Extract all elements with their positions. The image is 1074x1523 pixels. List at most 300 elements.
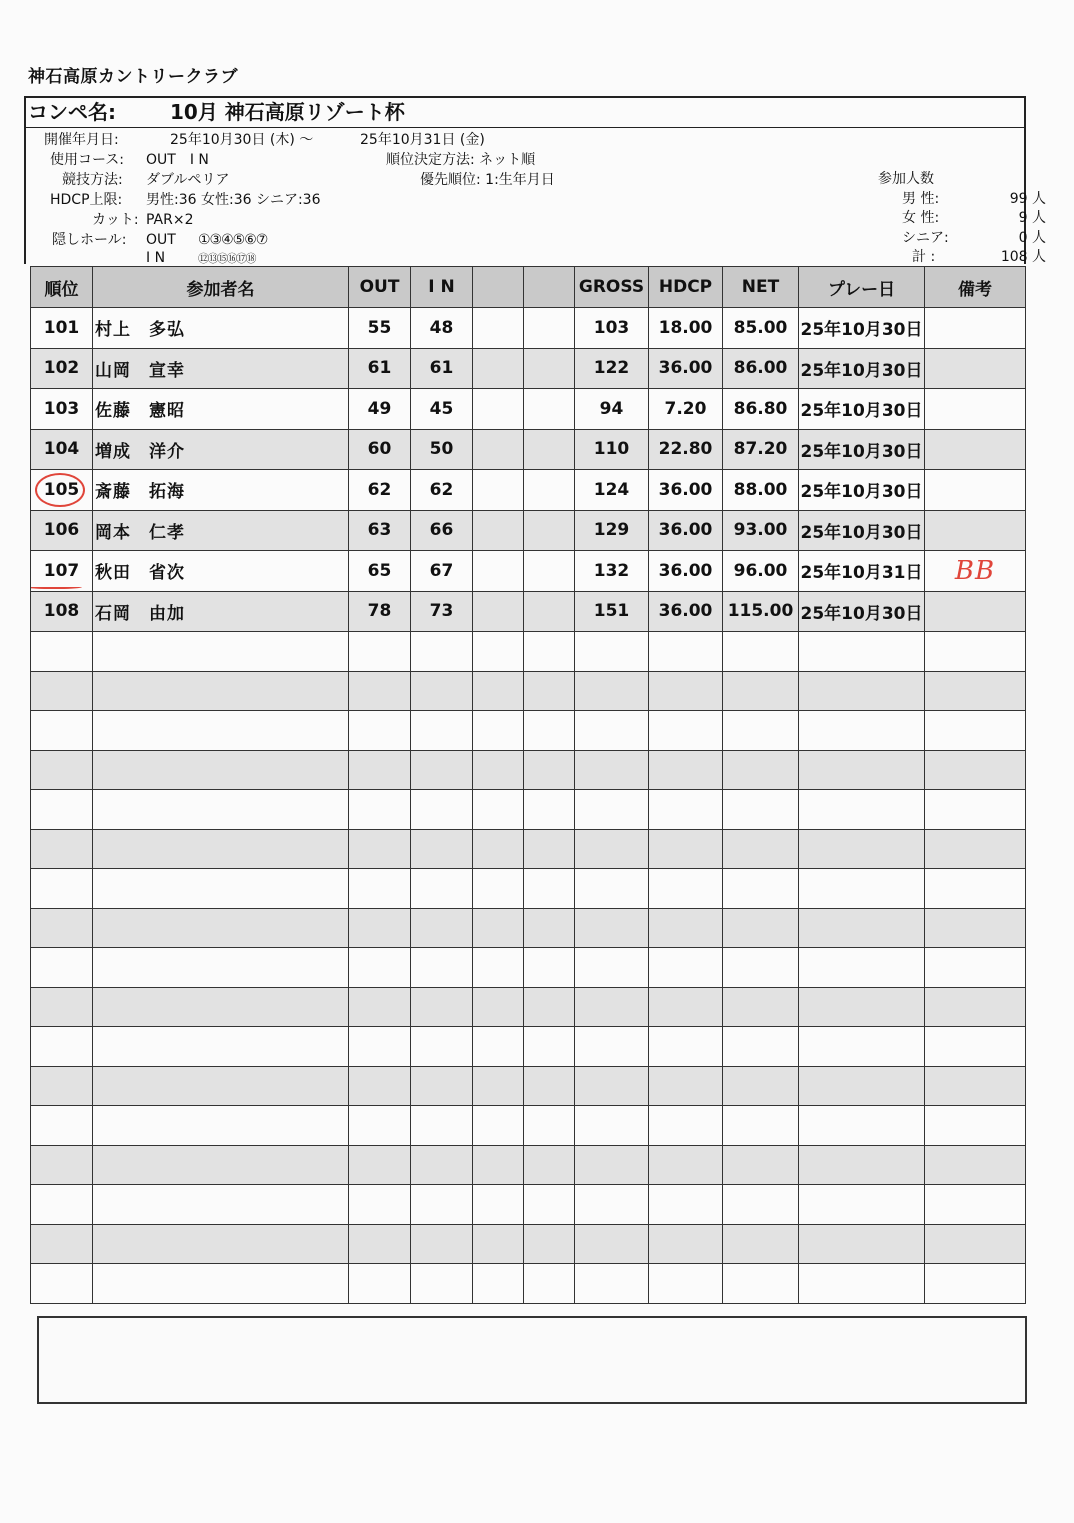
participants-row-female (878, 209, 1046, 229)
empty-cell (575, 869, 649, 909)
empty-cell (575, 908, 649, 948)
empty-cell (649, 948, 723, 988)
empty-cell (524, 1066, 575, 1106)
net-cell: 88.00 (723, 470, 799, 511)
handwritten-note: BB (954, 555, 996, 586)
empty-cell (925, 750, 1026, 790)
play-date-cell: 25年10月30日 (799, 470, 925, 511)
empty-cell (31, 1106, 93, 1146)
rank-method-label: 順位決定方法: (386, 152, 475, 168)
empty-cell (411, 1145, 473, 1185)
empty-table-row (31, 1145, 1026, 1185)
in-cell: 67 (411, 551, 473, 592)
empty-cell (524, 671, 575, 711)
empty-cell (723, 908, 799, 948)
empty-cell (575, 1106, 649, 1146)
empty-cell (925, 1224, 1026, 1264)
empty-cell (411, 987, 473, 1027)
note-cell (925, 510, 1026, 551)
game-value: ダブルペリア (146, 172, 230, 188)
empty-cell (349, 671, 411, 711)
empty-cell (31, 671, 93, 711)
empty-cell (349, 1264, 411, 1304)
empty-cell (473, 1066, 524, 1106)
empty-cell (349, 632, 411, 672)
header-blank-2 (524, 267, 575, 308)
empty-cell (93, 829, 349, 869)
empty-table-row (31, 1106, 1026, 1146)
empty-table-row (31, 987, 1026, 1027)
empty-cell (349, 987, 411, 1027)
empty-cell (649, 1145, 723, 1185)
empty-cell (799, 632, 925, 672)
empty-table-row (31, 1224, 1026, 1264)
empty-cell (723, 1224, 799, 1264)
empty-cell (473, 711, 524, 751)
empty-cell (799, 1264, 925, 1304)
empty-cell (93, 671, 349, 711)
participants-total-value: 108 人 (1000, 249, 1046, 265)
table-header-row (31, 267, 1026, 308)
competition-info-panel (24, 96, 1046, 266)
empty-cell (575, 1185, 649, 1225)
empty-cell (649, 1185, 723, 1225)
gross-cell: 124 (575, 470, 649, 511)
hidden-out-holes: ①③④⑤⑥⑦ (198, 232, 268, 248)
rank-cell: 106 (31, 510, 93, 551)
header-blank-1 (473, 267, 524, 308)
empty-cell (349, 948, 411, 988)
date-label: 開催年月日: (44, 132, 119, 148)
play-date-cell: 25年10月30日 (799, 348, 925, 389)
out-cell: 60 (349, 429, 411, 470)
empty-cell (723, 711, 799, 751)
hdcp-cell: 36.00 (649, 470, 723, 511)
empty-cell (649, 1066, 723, 1106)
in-cell: 50 (411, 429, 473, 470)
blank-cell (524, 591, 575, 632)
empty-cell (524, 908, 575, 948)
empty-cell (649, 1027, 723, 1067)
rank-cell (31, 551, 93, 592)
empty-cell (93, 790, 349, 830)
name-cell: 山岡 宣幸 (93, 348, 349, 389)
empty-cell (723, 1027, 799, 1067)
empty-cell (473, 1185, 524, 1225)
blank-cell (473, 591, 524, 632)
participants-title: 参加人数 (878, 171, 934, 187)
empty-cell (649, 790, 723, 830)
info-course-row (50, 150, 209, 170)
empty-cell (349, 908, 411, 948)
play-date-cell: 25年10月30日 (799, 591, 925, 632)
empty-cell (31, 750, 93, 790)
empty-cell (524, 869, 575, 909)
out-cell: 78 (349, 591, 411, 632)
empty-table-row (31, 829, 1026, 869)
empty-cell (925, 987, 1026, 1027)
empty-cell (31, 869, 93, 909)
empty-cell (575, 671, 649, 711)
name-cell: 村上 多弘 (93, 308, 349, 349)
empty-cell (575, 1264, 649, 1304)
blank-cell (473, 348, 524, 389)
game-label: 競技方法: (62, 172, 123, 188)
empty-cell (524, 1185, 575, 1225)
blank-cell (473, 389, 524, 430)
empty-cell (93, 908, 349, 948)
empty-cell (411, 671, 473, 711)
empty-cell (31, 987, 93, 1027)
header-gross: GROSS (575, 267, 649, 308)
empty-cell (524, 1224, 575, 1264)
hidden-holes-label: 隠しホール: (52, 232, 127, 248)
empty-cell (925, 1066, 1026, 1106)
in-cell: 62 (411, 470, 473, 511)
priority-label: 優先順位: (420, 172, 481, 188)
empty-cell (723, 987, 799, 1027)
gross-cell: 132 (575, 551, 649, 592)
name-cell: 斎藤 拓海 (93, 470, 349, 511)
note-cell (925, 308, 1026, 349)
header-rank: 順位 (31, 267, 93, 308)
empty-cell (799, 1066, 925, 1106)
red-underline-mark (31, 584, 82, 589)
gross-cell: 110 (575, 429, 649, 470)
empty-cell (575, 632, 649, 672)
info-rank-method-row (386, 150, 535, 170)
date-value: 25年10月30日 (木) ～ (170, 132, 314, 148)
net-cell: 87.20 (723, 429, 799, 470)
empty-cell (411, 1185, 473, 1225)
info-cut-row (92, 210, 194, 230)
empty-cell (473, 790, 524, 830)
empty-cell (925, 908, 1026, 948)
empty-cell (473, 829, 524, 869)
empty-cell (473, 1145, 524, 1185)
empty-cell (925, 1106, 1026, 1146)
rank-cell: 101 (31, 308, 93, 349)
empty-cell (799, 790, 925, 830)
note-cell (925, 591, 1026, 632)
hdcp-label: HDCP上限: (50, 192, 123, 208)
empty-cell (31, 790, 93, 830)
blank-cell (524, 510, 575, 551)
gross-cell: 129 (575, 510, 649, 551)
net-cell: 86.00 (723, 348, 799, 389)
out-cell: 61 (349, 348, 411, 389)
empty-table-row (31, 1264, 1026, 1304)
header-out: OUT (349, 267, 411, 308)
empty-cell (31, 1066, 93, 1106)
empty-cell (799, 869, 925, 909)
header-in: I N (411, 267, 473, 308)
empty-cell (473, 671, 524, 711)
blank-cell (524, 429, 575, 470)
empty-cell (575, 790, 649, 830)
empty-cell (93, 1066, 349, 1106)
empty-cell (524, 1027, 575, 1067)
date-value-end: 25年10月31日 (金) (360, 132, 485, 148)
empty-cell (31, 908, 93, 948)
name-cell: 佐藤 憲昭 (93, 389, 349, 430)
hdcp-cell: 7.20 (649, 389, 723, 430)
info-date-row (44, 130, 485, 150)
empty-cell (575, 1027, 649, 1067)
empty-cell (799, 750, 925, 790)
empty-cell (93, 1185, 349, 1225)
empty-cell (649, 829, 723, 869)
name-cell: 増成 洋介 (93, 429, 349, 470)
empty-cell (31, 1224, 93, 1264)
info-hidden-holes-in-row (146, 248, 255, 268)
empty-cell (349, 1066, 411, 1106)
empty-cell (93, 632, 349, 672)
empty-cell (349, 829, 411, 869)
participants-row-total (878, 248, 1046, 268)
empty-cell (723, 829, 799, 869)
out-cell: 55 (349, 308, 411, 349)
empty-cell (649, 908, 723, 948)
empty-cell (649, 750, 723, 790)
footer-remarks-box (37, 1316, 1027, 1404)
note-cell (925, 470, 1026, 511)
empty-cell (925, 948, 1026, 988)
hidden-in-holes: ⑫⑬⑮⑯⑰⑱ (198, 252, 255, 265)
hidden-in-label: I N (146, 250, 166, 266)
empty-cell (723, 1185, 799, 1225)
blank-cell (524, 551, 575, 592)
empty-cell (93, 1106, 349, 1146)
table-row (31, 429, 1026, 470)
blank-cell (524, 470, 575, 511)
header-name: 参加者名 (93, 267, 349, 308)
empty-cell (473, 869, 524, 909)
blank-cell (473, 429, 524, 470)
empty-cell (649, 632, 723, 672)
empty-cell (925, 1185, 1026, 1225)
gross-cell: 103 (575, 308, 649, 349)
empty-cell (575, 987, 649, 1027)
participants-total-label: 計 : (912, 249, 936, 265)
empty-cell (575, 829, 649, 869)
participants-row-senior (878, 229, 1046, 249)
net-cell: 86.80 (723, 389, 799, 430)
empty-cell (411, 711, 473, 751)
empty-cell (925, 790, 1026, 830)
empty-cell (524, 790, 575, 830)
empty-cell (925, 1264, 1026, 1304)
info-priority-row (420, 170, 555, 190)
rank-value: 105 (43, 479, 80, 500)
empty-cell (649, 711, 723, 751)
empty-cell (524, 987, 575, 1027)
underlined-rank (44, 561, 80, 581)
empty-cell (411, 869, 473, 909)
empty-table-row (31, 711, 1026, 751)
header-net: NET (723, 267, 799, 308)
empty-cell (575, 711, 649, 751)
empty-cell (649, 1224, 723, 1264)
out-cell: 49 (349, 389, 411, 430)
empty-cell (31, 1145, 93, 1185)
empty-table-row (31, 948, 1026, 988)
out-cell: 62 (349, 470, 411, 511)
empty-cell (524, 632, 575, 672)
empty-cell (723, 632, 799, 672)
empty-cell (411, 632, 473, 672)
rank-cell: 108 (31, 591, 93, 632)
empty-cell (799, 1027, 925, 1067)
empty-table-row (31, 1027, 1026, 1067)
empty-cell (93, 1224, 349, 1264)
in-cell: 61 (411, 348, 473, 389)
empty-cell (723, 1106, 799, 1146)
cut-value: PAR×2 (146, 212, 194, 228)
gross-cell: 94 (575, 389, 649, 430)
empty-cell (723, 1264, 799, 1304)
empty-cell (524, 829, 575, 869)
empty-cell (524, 1264, 575, 1304)
empty-cell (799, 829, 925, 869)
note-cell (925, 551, 1026, 592)
empty-cell (93, 1027, 349, 1067)
empty-cell (799, 671, 925, 711)
empty-cell (649, 1106, 723, 1146)
empty-cell (723, 948, 799, 988)
empty-table-row (31, 671, 1026, 711)
info-hdcp-row (50, 190, 321, 210)
name-cell: 石岡 由加 (93, 591, 349, 632)
circled-rank (44, 480, 80, 500)
table-row (31, 348, 1026, 389)
empty-cell (473, 908, 524, 948)
empty-table-row (31, 632, 1026, 672)
empty-cell (925, 671, 1026, 711)
empty-cell (723, 750, 799, 790)
competition-label: コンペ名: (28, 100, 116, 124)
rank-cell: 103 (31, 389, 93, 430)
empty-cell (349, 1145, 411, 1185)
empty-cell (349, 869, 411, 909)
blank-cell (524, 348, 575, 389)
empty-cell (31, 711, 93, 751)
participants-male-label: 男 性: (902, 190, 940, 207)
rank-value: 107 (43, 560, 80, 581)
empty-cell (524, 948, 575, 988)
out-cell: 65 (349, 551, 411, 592)
empty-cell (93, 1145, 349, 1185)
empty-cell (473, 1224, 524, 1264)
empty-cell (799, 1145, 925, 1185)
empty-cell (31, 948, 93, 988)
empty-cell (524, 711, 575, 751)
hdcp-cell: 22.80 (649, 429, 723, 470)
empty-cell (93, 987, 349, 1027)
empty-cell (411, 1066, 473, 1106)
name-cell: 岡本 仁孝 (93, 510, 349, 551)
empty-cell (411, 1106, 473, 1146)
blank-cell (524, 308, 575, 349)
empty-cell (349, 750, 411, 790)
empty-cell (411, 1027, 473, 1067)
info-hidden-holes-out-row (52, 230, 268, 250)
empty-cell (411, 948, 473, 988)
empty-cell (31, 1027, 93, 1067)
empty-cell (473, 632, 524, 672)
hidden-out-label: OUT (146, 232, 176, 248)
empty-cell (723, 1145, 799, 1185)
competition-name: 10月 神石高原リゾート杯 (170, 100, 405, 124)
empty-cell (349, 1185, 411, 1225)
play-date-cell: 25年10月30日 (799, 510, 925, 551)
empty-cell (473, 1264, 524, 1304)
rank-cell (31, 470, 93, 511)
participants-male-value: 99 人 (1009, 190, 1046, 207)
course-value: OUT I N (146, 152, 209, 168)
empty-cell (799, 1185, 925, 1225)
empty-cell (473, 750, 524, 790)
empty-table-row (31, 908, 1026, 948)
results-table (30, 266, 1026, 1304)
empty-table-row (31, 750, 1026, 790)
blank-cell (473, 308, 524, 349)
empty-cell (925, 1027, 1026, 1067)
hdcp-cell: 36.00 (649, 348, 723, 389)
blank-cell (473, 551, 524, 592)
empty-cell (799, 1106, 925, 1146)
empty-cell (925, 869, 1026, 909)
empty-cell (799, 908, 925, 948)
in-cell: 48 (411, 308, 473, 349)
header-play-date: プレー日 (799, 267, 925, 308)
rank-method-value: ネット順 (479, 152, 536, 168)
participants-senior-label: シニア: (902, 229, 949, 246)
note-cell (925, 389, 1026, 430)
empty-cell (799, 987, 925, 1027)
hdcp-cell: 18.00 (649, 308, 723, 349)
empty-cell (723, 869, 799, 909)
rank-cell: 104 (31, 429, 93, 470)
header-notes: 備考 (925, 267, 1026, 308)
empty-cell (649, 869, 723, 909)
play-date-cell: 25年10月30日 (799, 429, 925, 470)
empty-cell (723, 1066, 799, 1106)
empty-cell (31, 1185, 93, 1225)
empty-cell (93, 1264, 349, 1304)
table-row (31, 308, 1026, 349)
priority-value: 1:生年月日 (485, 172, 555, 188)
empty-cell (349, 1106, 411, 1146)
empty-cell (649, 987, 723, 1027)
empty-cell (411, 1224, 473, 1264)
in-cell: 66 (411, 510, 473, 551)
table-row (31, 591, 1026, 632)
empty-cell (575, 1224, 649, 1264)
empty-cell (524, 1145, 575, 1185)
header-hdcp: HDCP (649, 267, 723, 308)
table-row (31, 389, 1026, 430)
empty-table-row (31, 1185, 1026, 1225)
blank-cell (524, 389, 575, 430)
hdcp-value: 男性:36 女性:36 シニア:36 (146, 192, 321, 208)
note-cell (925, 348, 1026, 389)
empty-cell (723, 790, 799, 830)
empty-cell (524, 1106, 575, 1146)
red-circle-mark (35, 473, 85, 507)
empty-cell (925, 711, 1026, 751)
blank-cell (473, 510, 524, 551)
